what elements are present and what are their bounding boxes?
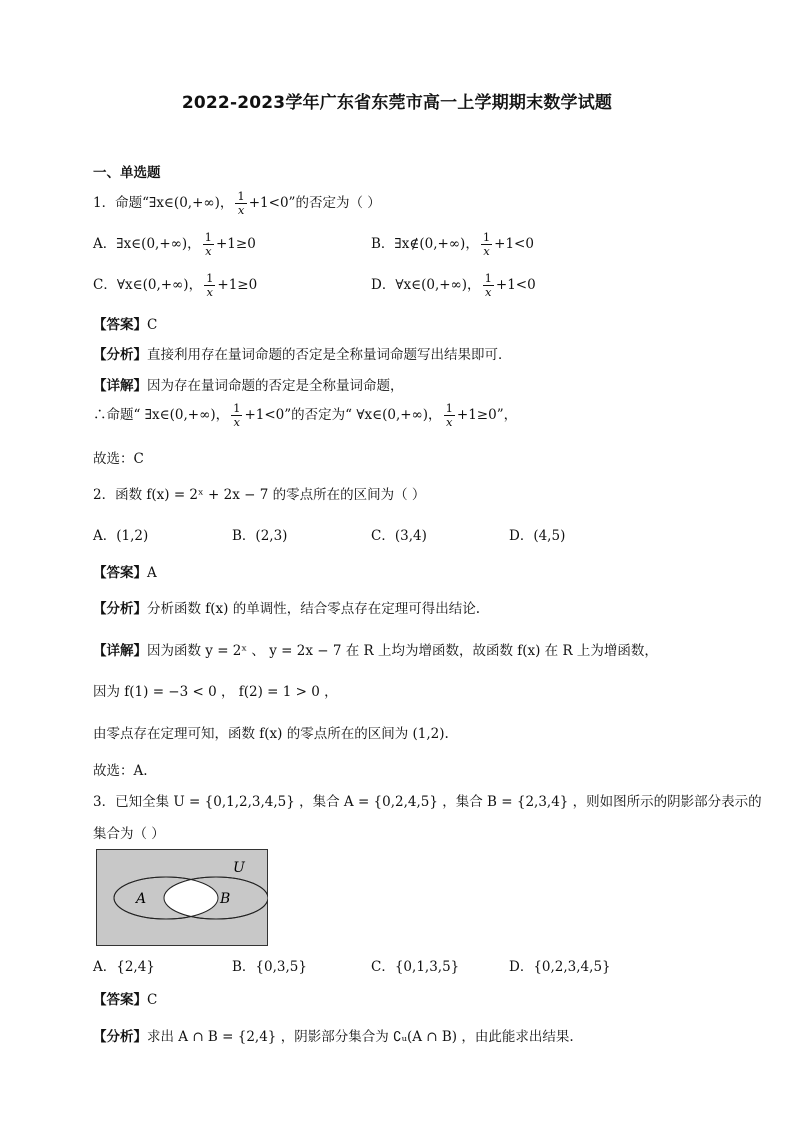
- q2-choice: 故选：A.: [93, 763, 148, 779]
- q3-option-b: B．{0,3,5}: [232, 959, 307, 975]
- q1-option-b: B．∃x∉(0,+∞)， $\frac{1}{x}$ +1<0: [371, 230, 534, 259]
- q1-choice: 故选：C: [93, 451, 144, 467]
- q1-analysis: 【分析】直接利用存在量词命题的否定是全称量词命题写出结果即可．: [93, 347, 512, 363]
- q2-option-c: C．(3,4): [371, 528, 427, 544]
- fraction: $\frac{1}{x}$: [484, 271, 492, 300]
- q1-option-d: D．∀x∈(0,+∞)， $\frac{1}{x}$ +1<0: [371, 271, 536, 300]
- fraction: $\frac{1}{x}$: [206, 271, 214, 300]
- q1-stem-post: ”的否定为（ ）: [288, 195, 381, 212]
- q2-detail-line3: 由零点存在定理可知，函数 f(x) 的零点所在的区间为 (1,2).: [93, 726, 449, 742]
- section-heading: 一、单选题: [93, 165, 161, 181]
- fraction: $\frac{1}{x}$: [237, 189, 245, 218]
- q2-option-d: D．(4,5): [509, 528, 566, 544]
- venn-u-label: U: [233, 860, 245, 876]
- q3-analysis: 【分析】求出 A ∩ B = {2,4} ，阴影部分集合为 ∁ᵤ(A ∩ B) ，由此能求出结果.: [93, 1029, 574, 1045]
- q2-option-a: A．(1,2): [93, 528, 149, 544]
- fraction: $\frac{1}{x}$: [445, 401, 453, 430]
- q2-detail: 【详解】因为函数 y = 2ˣ 、 y = 2x − 7 在 R 上均为增函数，故函数 f(x) 在 R 上为增函数，: [93, 643, 658, 659]
- q2-stem: 2．函数 f(x) = 2ˣ + 2x − 7 的零点所在的区间为（ ）: [93, 487, 426, 503]
- q1-option-a: A．∃x∈(0,+∞)， $\frac{1}{x}$ +1≥0: [93, 230, 256, 259]
- q1-answer: 【答案】C: [93, 317, 158, 333]
- q3-stem: 3．已知全集 U = {0,1,2,3,4,5} ，集合 A = {0,2,4,5} ，集合 B = {2,3,4} ，则如图所示的阴影部分表示的: [93, 794, 762, 810]
- q3-stem-line2: 集合为（ ）: [93, 826, 165, 842]
- venn-diagram: [96, 849, 268, 946]
- q3-option-c: C．{0,1,3,5}: [371, 959, 460, 975]
- venn-a-label: A: [136, 891, 147, 907]
- q1-detail: 【详解】因为存在量词命题的否定是全称量词命题，: [93, 378, 404, 394]
- q1-stem-math-b: +1<0: [248, 195, 289, 212]
- q2-option-b: B．(2,3): [232, 528, 288, 544]
- venn-b-label: B: [220, 891, 231, 907]
- fraction: $\frac{1}{x}$: [482, 230, 491, 259]
- q3-option-a: A．{2,4}: [93, 959, 155, 975]
- fraction: $\frac{1}{x}$: [233, 401, 241, 430]
- q3-answer: 【答案】C: [93, 992, 158, 1008]
- q2-analysis: 【分析】分析函数 f(x) 的单调性，结合零点存在定理可得出结论.: [93, 601, 481, 617]
- q1-stem: [93, 190, 381, 217]
- q1-detail-line2: ∴命题“ ∃x∈(0,+∞)， $\frac{1}{x}$ +1<0”的否定为“ ∀x∈(0,+∞)， $\frac{1}{x}$ +1≥0”，: [93, 401, 518, 430]
- q3-option-d: D．{0,2,3,4,5}: [509, 959, 611, 975]
- q1-stem-math-a: ∃x∈(0,+∞)，: [149, 195, 234, 212]
- page-title: 2022-2023学年广东省东莞市高一上学期期末数学试题: [181, 93, 613, 113]
- q2-answer: 【答案】A: [93, 565, 157, 581]
- q1-option-c: C．∀x∈(0,+∞)， $\frac{1}{x}$ +1≥0: [93, 271, 258, 300]
- q1-stem-pre: 1．命题“: [93, 195, 149, 212]
- fraction: $\frac{1}{x}$: [204, 230, 212, 259]
- q2-detail-line2: 因为 f(1) = −3 < 0 ， f(2) = 1 > 0 ，: [93, 684, 338, 700]
